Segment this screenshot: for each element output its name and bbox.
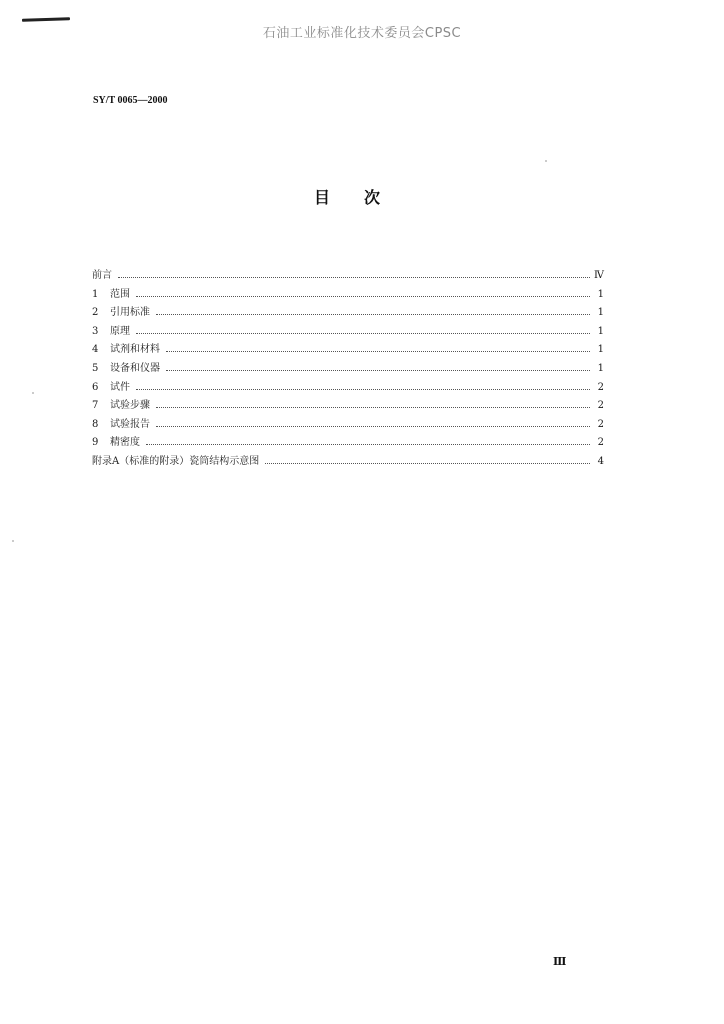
toc-entry[interactable] — [92, 433, 604, 452]
toc-entry[interactable] — [92, 340, 604, 359]
toc-entry-label: 前言 — [92, 270, 112, 281]
toc-dot-leader — [146, 443, 590, 445]
toc-dot-leader — [136, 332, 590, 334]
toc-dot-leader — [156, 406, 590, 408]
toc-entry[interactable] — [92, 285, 604, 304]
toc-dot-leader — [136, 388, 590, 390]
toc-entry-number: 8 — [92, 418, 99, 430]
toc-dot-leader — [166, 369, 590, 371]
toc-entry-label: 试件 — [110, 381, 130, 393]
toc-entry-label: 引用标准 — [110, 307, 150, 319]
toc-entry[interactable] — [92, 359, 604, 378]
table-of-contents — [92, 266, 604, 471]
toc-entry-label: 试验步骤 — [110, 400, 150, 412]
toc-entry-page: Ⅳ — [594, 270, 604, 281]
toc-entry-number: 3 — [92, 325, 99, 337]
toc-entry-label: 设备和仪器 — [110, 362, 160, 374]
toc-entry-label: 试剂和材料 — [110, 344, 160, 356]
toc-entry-number: 4 — [92, 344, 99, 356]
toc-dot-leader — [136, 295, 590, 297]
toc-dot-leader — [118, 276, 590, 278]
toc-entry-page: 2 — [597, 437, 604, 449]
toc-entry-label: 精密度 — [110, 437, 140, 449]
toc-entry[interactable] — [92, 415, 604, 434]
toc-entry[interactable] — [92, 322, 604, 341]
toc-entry-number: 9 — [92, 437, 99, 449]
toc-entry[interactable] — [92, 396, 604, 415]
toc-entry[interactable] — [92, 266, 604, 285]
toc-entry-page: 1 — [597, 307, 604, 319]
toc-dot-leader — [265, 462, 590, 464]
toc-entry-page: 1 — [597, 344, 604, 356]
toc-entry[interactable] — [92, 378, 604, 397]
toc-entry-page: 2 — [597, 418, 604, 430]
toc-dot-leader — [156, 425, 590, 427]
toc-entry-number: 5 — [92, 362, 99, 374]
standard-number: SY/T 0065—2000 — [93, 95, 168, 106]
scan-speck — [545, 160, 547, 162]
toc-title: 目次 — [314, 188, 415, 207]
watermark-header: 石油工业标准化技术委员会CPSC — [262, 26, 462, 41]
toc-entry[interactable] — [92, 452, 604, 471]
page-number: Ⅲ — [553, 956, 567, 968]
toc-dot-leader — [156, 313, 590, 315]
toc-entry-page: 2 — [597, 381, 604, 393]
toc-entry-page: 1 — [597, 288, 604, 300]
toc-entry-page: 1 — [597, 362, 604, 374]
scan-speck — [12, 540, 14, 542]
toc-entry-page: 1 — [597, 325, 604, 337]
scan-speck — [32, 392, 34, 394]
toc-entry-label: 范围 — [110, 288, 130, 300]
toc-entry-label: 附录A（标准的附录）瓷筒结构示意图 — [92, 455, 260, 467]
toc-entry-number: 6 — [92, 381, 99, 393]
toc-entry-number: 7 — [92, 400, 99, 412]
toc-entry-page: 2 — [597, 400, 604, 412]
toc-entry-number: 2 — [92, 307, 99, 319]
toc-entry-number: 1 — [92, 288, 99, 300]
toc-dot-leader — [166, 350, 590, 352]
toc-entry-page: 4 — [597, 455, 604, 467]
toc-entry-label: 原理 — [110, 325, 130, 337]
toc-entry-label: 试验报告 — [110, 418, 150, 430]
toc-entry[interactable] — [92, 303, 604, 322]
